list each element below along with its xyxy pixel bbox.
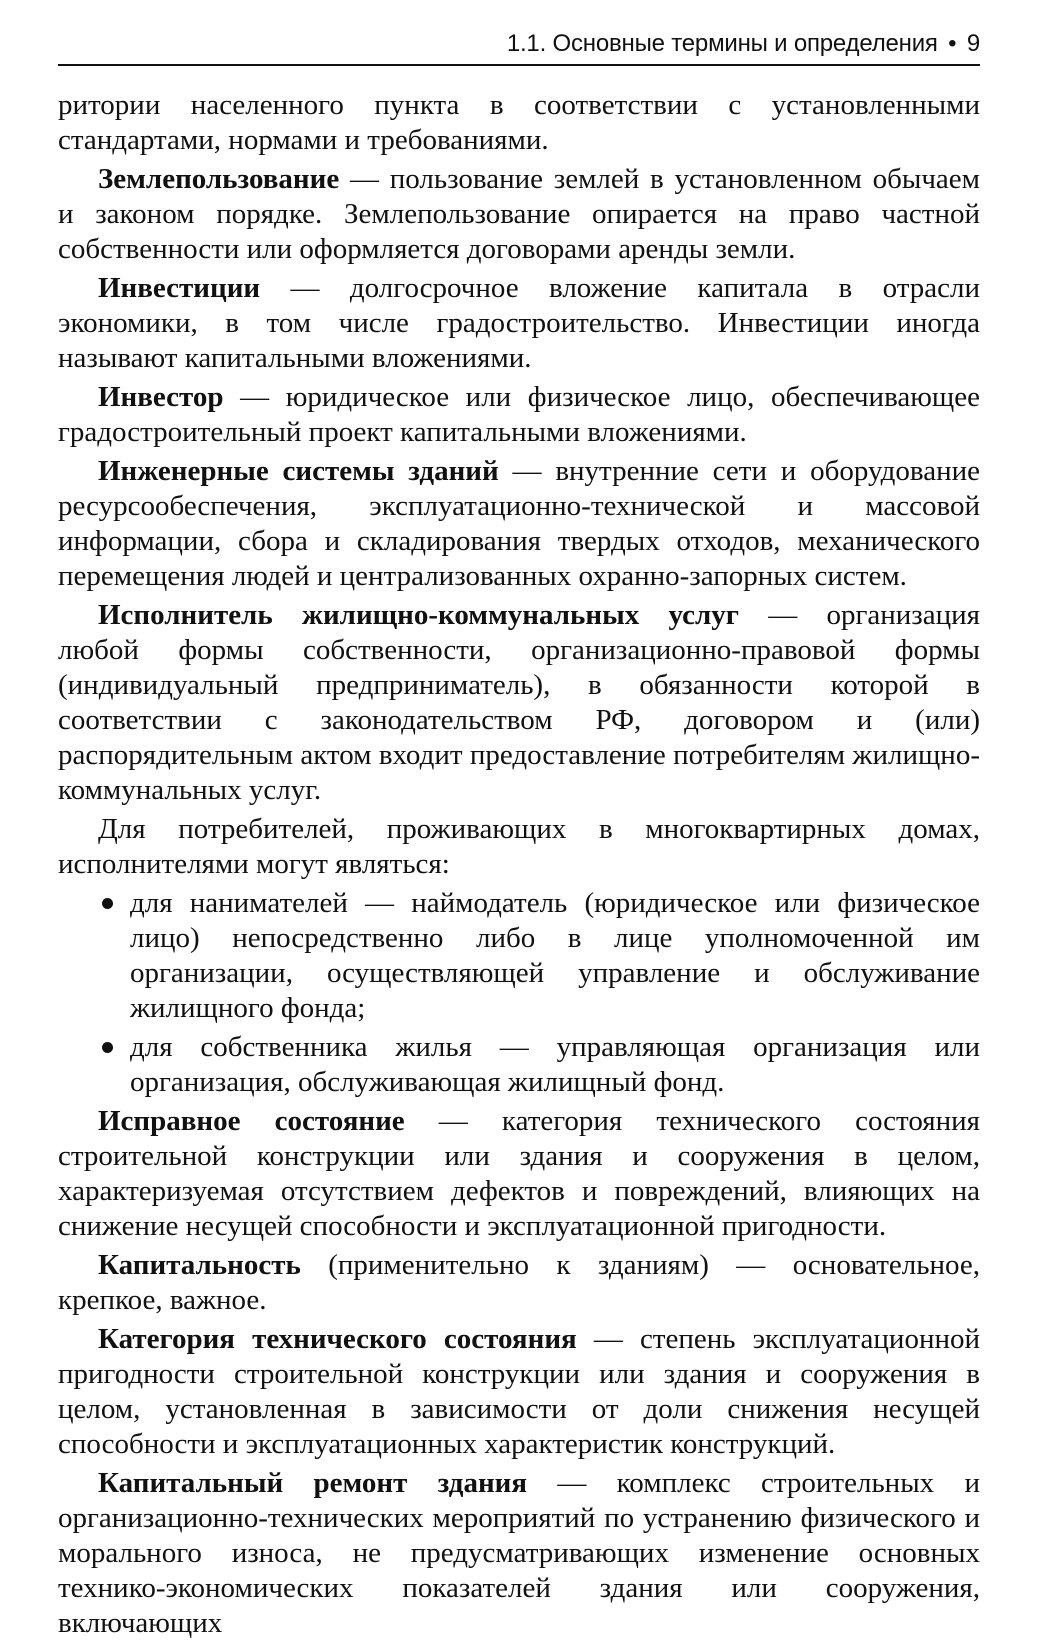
bullet-list (58, 886, 980, 1100)
section-title: 1.1. Основные термины и определения (506, 30, 938, 57)
list-item-text: для собственника жилья — управляющая организация или организация, обслуживающая жилищный фонд. (130, 1031, 980, 1098)
definition-term: Капитальность (98, 1249, 301, 1281)
paragraph-text: Для потребителей, проживающих в многоквартирных домах, исполнителями могут являться: (58, 813, 980, 880)
list-item (130, 886, 980, 1026)
definition-term: Инвестор (98, 381, 224, 413)
definition-paragraph (58, 454, 980, 594)
header-bullet: • (948, 30, 957, 57)
definition-term: Категория технического состояния (98, 1323, 577, 1355)
definition-paragraph (58, 1322, 980, 1462)
page-number: 9 (966, 30, 980, 57)
definition-text: — степень эксплуатационной пригодности строительной конструкции или здания и сооружения в целом, установленная в зависимости от доли снижения несущей способности и эксплуатационных характеристик конструкций. (58, 1323, 981, 1460)
definition-term: Исполнитель жилищно-коммунальных услуг (98, 599, 739, 631)
definition-paragraph (58, 271, 980, 376)
definition-paragraph (58, 1466, 980, 1641)
definition-text: — юридическое или физическое лицо, обеспечивающее градостроительный проект капитальными вложениями. (58, 381, 980, 448)
definition-text: (применительно к зданиям) — основательное, крепкое, важное. (58, 1249, 980, 1316)
definition-paragraph (58, 162, 980, 267)
paragraph-text: ритории населенного пункта в соответствии с установленными стандартами, нормами и требованиями. (58, 89, 980, 156)
definition-paragraph (58, 380, 980, 450)
definition-text: — пользование землей в установленном обычаем и законом порядке. Землепользование опирается на право частной собственности или оформляется договорами аренды земли. (58, 163, 980, 265)
page-body (58, 88, 980, 1641)
running-header (58, 30, 980, 66)
definition-term: Капитальный ремонт здания (98, 1467, 528, 1499)
definition-text: — категория технического состояния строительной конструкции или здания и сооружения в целом, характеризуемая отсутствием дефектов и повреждений, влияющих на снижение несущей способности и эксплуатационной пригодности. (58, 1105, 980, 1242)
plain-paragraph (58, 812, 980, 882)
definition-term: Инвестиции (98, 272, 261, 304)
definition-term: Землепользование (98, 163, 340, 195)
definition-paragraph (58, 1248, 980, 1318)
definition-paragraph (58, 598, 980, 808)
definition-term: Инженерные системы зданий (98, 455, 499, 487)
paragraph-continuation (58, 88, 980, 158)
book-page (58, 30, 980, 1645)
definition-text: — долгосрочное вложение капитала в отрасли экономики, в том числе градостроительство. Инвестиции иногда называют капитальными вложениями. (58, 272, 980, 374)
list-item (130, 1030, 980, 1100)
definition-text: — комплекс строительных и организационно-технических мероприятий по устранению физического и морального износа, не предусматривающих изменение основных технико-экономических показателей здания или сооружения, включающих (58, 1467, 981, 1639)
list-item-text: для нанимателей — наймодатель (юридическое или физическое лицо) непосредственно либо в лице уполномоченной им организации, осуществляющей управление и обслуживание жилищного фонда; (130, 887, 980, 1024)
definition-term: Исправное состояние (98, 1105, 405, 1137)
definition-text: — организация любой формы собственности, организационно-правовой формы (индивидуальный предприниматель), в обязанности которой в соответствии с законодательством РФ, договором и (или) распорядительным актом входит предоставление потребителям жилищно-коммунальных услуг. (58, 599, 980, 806)
definition-paragraph (58, 1104, 980, 1244)
definition-text: — внутренние сети и оборудование ресурсообеспечения, эксплуатационно-технической и массовой информации, сбора и складирования твердых отходов, механического перемещения людей и централизованных охранно-запорных систем. (58, 455, 980, 592)
